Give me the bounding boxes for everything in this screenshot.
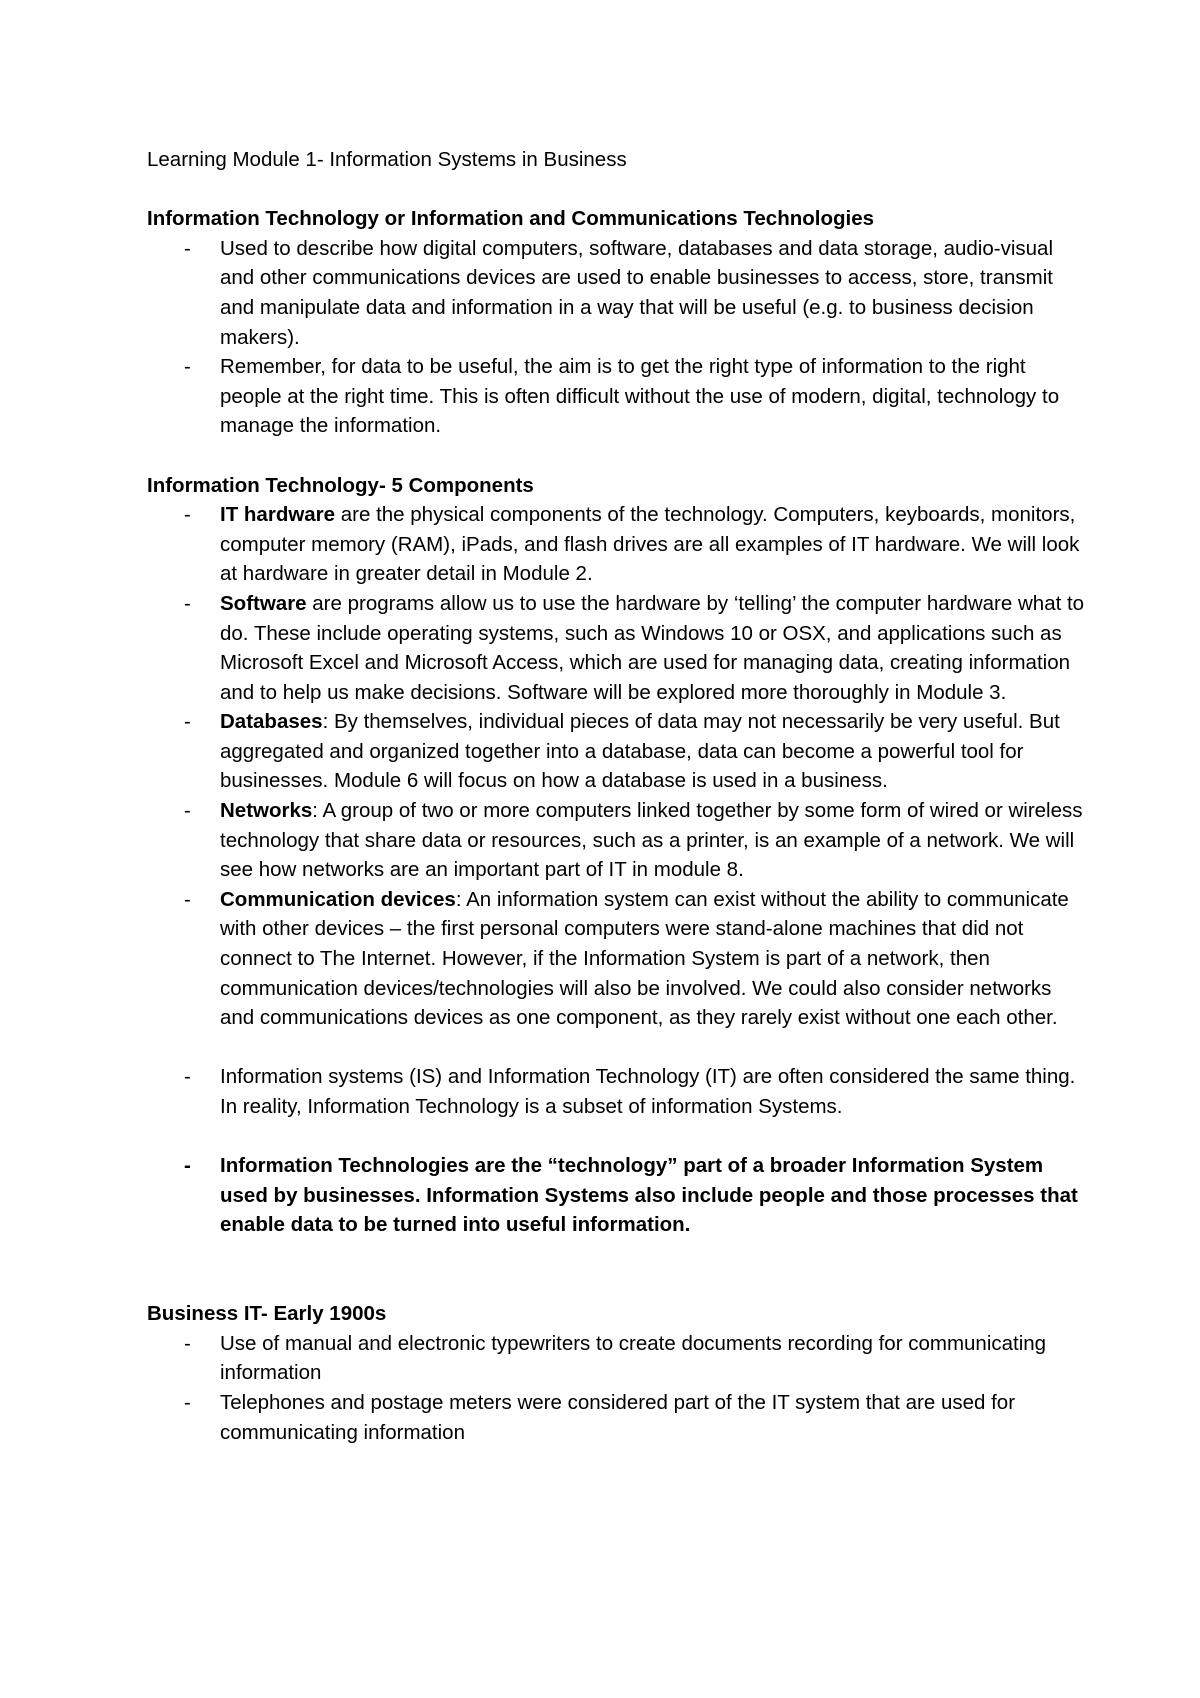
list-item-text: Used to describe how digital computers, software, databases and data storage, audio-visual and other communications devices are used to enable businesses to access, store, transmit and manipulate data and information in a way that will be useful (e.g. to business decision makers). [220, 236, 1054, 349]
spacer [147, 1240, 1087, 1270]
term-networks: Networks [220, 799, 313, 823]
section-heading-early-1900s: Business IT- Early 1900s [147, 1302, 387, 1326]
bullet-dash: - [184, 1154, 191, 1178]
list-item [147, 352, 1087, 441]
term-hardware: IT hardware [220, 503, 336, 527]
spacer [147, 1270, 1087, 1300]
bullet-dash: - [184, 887, 191, 911]
spacer [147, 1033, 1087, 1063]
is-vs-it-list [147, 1062, 1087, 1121]
list-item-text: Information Technologies are the “technology” part of a broader Information System used by businesses. Information Systems also include people and those processes that enable data to be turned into useful information. [220, 1154, 1078, 1237]
list-item-text: Telephones and postage meters were considered part of the IT system that are used for communicating information [220, 1390, 1016, 1444]
list-item [147, 1062, 1087, 1121]
list-item [147, 796, 1087, 885]
list-item [147, 1388, 1087, 1447]
list-item [147, 1151, 1087, 1240]
ict-bullet-list [147, 234, 1087, 441]
spacer [147, 441, 1087, 471]
list-item-text: : An information system can exist without the ability to communicate with other devices – the first personal computers were stand-alone machines that did not connect to The Internet. However, if the Information System is part of a network, then communication devices/technologies will also be involved. We could also consider networks and communications devices as one component, as they rarely exist without one each other. [220, 887, 1069, 1030]
bullet-dash: - [184, 710, 191, 734]
document-page [147, 145, 1087, 1447]
list-item-text: Remember, for data to be useful, the aim is to get the right type of information to the right people at the right time. This is often difficult without the use of modern, digital, technology to manage the information. [220, 355, 1060, 438]
key-point-list [147, 1151, 1087, 1240]
bullet-dash: - [184, 1331, 191, 1355]
bullet-dash: - [184, 355, 191, 379]
early-1900s-bullet-list [147, 1329, 1087, 1447]
list-item-text: : By themselves, individual pieces of data may not necessarily be very useful. But aggregated and organized together into a database, data can become a powerful tool for businesses. Module 6 will focus on how a database is used in a business. [220, 710, 1060, 793]
term-communication-devices: Communication devices [220, 887, 456, 911]
list-item [147, 1329, 1087, 1388]
spacer [147, 1122, 1087, 1152]
spacer [147, 175, 1087, 205]
bullet-dash: - [184, 799, 191, 823]
bullet-dash: - [184, 1065, 191, 1089]
list-item [147, 885, 1087, 1033]
list-item-text: : A group of two or more computers linked together by some form of wired or wireless technology that share data or resources, such as a printer, is an example of a network. We will see how networks are an important part of IT in module 8. [220, 799, 1083, 882]
list-item [147, 707, 1087, 796]
section-heading-components: Information Technology- 5 Components [147, 473, 534, 497]
components-bullet-list [147, 500, 1087, 1033]
section-heading-ict: Information Technology or Information and Communications Technologies [147, 207, 875, 231]
bullet-dash: - [184, 236, 191, 260]
bullet-dash: - [184, 591, 191, 615]
document-title: Learning Module 1- Information Systems in Business [147, 148, 627, 171]
list-item [147, 589, 1087, 707]
bullet-dash: - [184, 503, 191, 527]
term-databases: Databases [220, 710, 323, 734]
list-item-text: are the physical components of the technology. Computers, keyboards, monitors, computer memory (RAM), iPads, and flash drives are all examples of IT hardware. We will look at hardware in greater detail in Module 2. [220, 503, 1080, 586]
bullet-dash: - [184, 1390, 191, 1414]
list-item-text: are programs allow us to use the hardware by ‘telling’ the computer hardware what to do. These include operating systems, such as Windows 10 or OSX, and applications such as Microsoft Excel and Microsoft Access, which are used for managing data, creating information and to help us make decisions. Software will be explored more thoroughly in Module 3. [220, 591, 1085, 704]
list-item [147, 500, 1087, 589]
list-item [147, 234, 1087, 352]
list-item-text: Information systems (IS) and Information Technology (IT) are often considered the same thing. In reality, Information Technology is a subset of information Systems. [220, 1065, 1076, 1118]
list-item-text: Use of manual and electronic typewriters to create documents recording for communicating information [220, 1331, 1047, 1385]
term-software: Software [220, 591, 307, 615]
